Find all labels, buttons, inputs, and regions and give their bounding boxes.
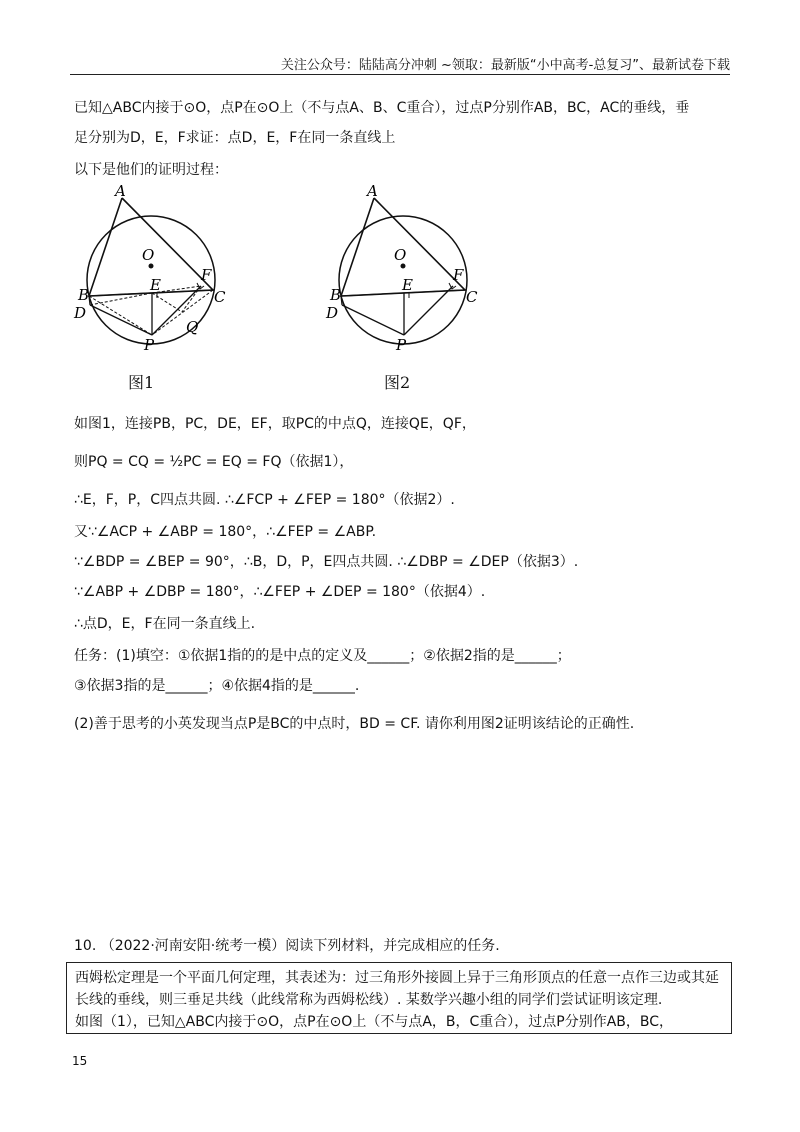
fig2-label-O: O: [394, 246, 407, 264]
question-10-heading: 10. （2022·河南安阳·统考一模）阅读下列材料，并完成相应的任务.: [74, 938, 500, 954]
problem-line-1: 已知△ABC内接于⊙O，点P在⊙O上（不与点A、B、C重合），过点P分别作AB，BC，AC的垂线，垂: [74, 100, 690, 116]
material-box: [66, 962, 732, 1034]
fig2-label-E: E: [402, 276, 413, 294]
problem-line-2: 足分别为D，E，F求证：点D，E，F在同一条直线上: [74, 130, 396, 146]
proof-line-6: ∵∠ABP + ∠DBP = 180°，∴∠FEP + ∠DEP = 180°（依据4）.: [74, 584, 486, 600]
proof-line-3: ∴E，F，P，C四点共圆. ∴∠FCP + ∠FEP = 180°（依据2）.: [74, 492, 455, 508]
page-number: 15: [72, 1054, 88, 1068]
fig2-label-D: D: [326, 304, 339, 322]
fig1-label-D: D: [74, 304, 87, 322]
figure-1: [74, 180, 240, 360]
task-line-3: (2)善于思考的小英发现当点P是BC的中点时，BD = CF. 请你利用图2证明该结论的正确性.: [74, 716, 635, 732]
fig1-label-P: P: [144, 336, 155, 354]
fig2-label-A: A: [367, 182, 378, 200]
fig1-label-Q: Q: [186, 318, 199, 336]
fig1-label-A: A: [115, 182, 126, 200]
proof-line-1: 如图1，连接PB，PC，DE，EF，取PC的中点Q，连接QE，QF，: [74, 416, 476, 432]
fig1-label-O: O: [142, 246, 155, 264]
figure-2-caption: 图2: [384, 373, 411, 392]
page-header: [70, 54, 730, 75]
material-line-2: 长线的垂线，则三垂足共线（此线常称为西姆松线）. 某数学兴趣小组的同学们尝试证明该定理.: [75, 992, 663, 1008]
fig1-label-B: B: [78, 286, 90, 304]
proof-line-5: ∵∠BDP = ∠BEP = 90°，∴B，D，P，E四点共圆. ∴∠DBP = ∠DEP（依据3）.: [74, 554, 579, 570]
fig2-label-F: F: [453, 266, 464, 284]
fig1-label-F: F: [201, 266, 212, 284]
fig1-label-C: C: [214, 288, 226, 306]
task-line-1: 任务：(1)填空：①依据1指的的是中点的定义及______；②依据2指的是______；: [74, 648, 571, 664]
problem-line-3: 以下是他们的证明过程：: [74, 162, 228, 178]
figure-1-caption: 图1: [128, 373, 155, 392]
proof-line-4: 又∵∠ACP + ∠ABP = 180°，∴∠FEP = ∠ABP.: [74, 524, 377, 540]
figure-2: [326, 180, 492, 360]
material-line-3: 如图（1），已知△ABC内接于⊙O，点P在⊙O上（不与点A，B，C重合），过点P分别作AB，BC，: [75, 1014, 674, 1030]
fig2-label-B: B: [330, 286, 342, 304]
fig1-label-E: E: [150, 276, 161, 294]
proof-line-7: ∴点D，E，F在同一条直线上.: [74, 616, 256, 632]
task-line-2: ③依据3指的是______；④依据4指的是______.: [74, 678, 360, 694]
header-text: 关注公众号：陆陆高分冲刺 ~领取：最新版“小中高考-总复习”、最新试卷下载: [280, 58, 730, 73]
proof-line-2: 则PQ = CQ = ½PC = EQ = FQ（依据1），: [74, 454, 354, 470]
fig2-label-C: C: [466, 288, 478, 306]
fig2-label-P: P: [396, 336, 407, 354]
material-line-1: 西姆松定理是一个平面几何定理，其表述为：过三角形外接圆上异于三角形顶点的任意一点作三边或其延: [75, 970, 719, 986]
